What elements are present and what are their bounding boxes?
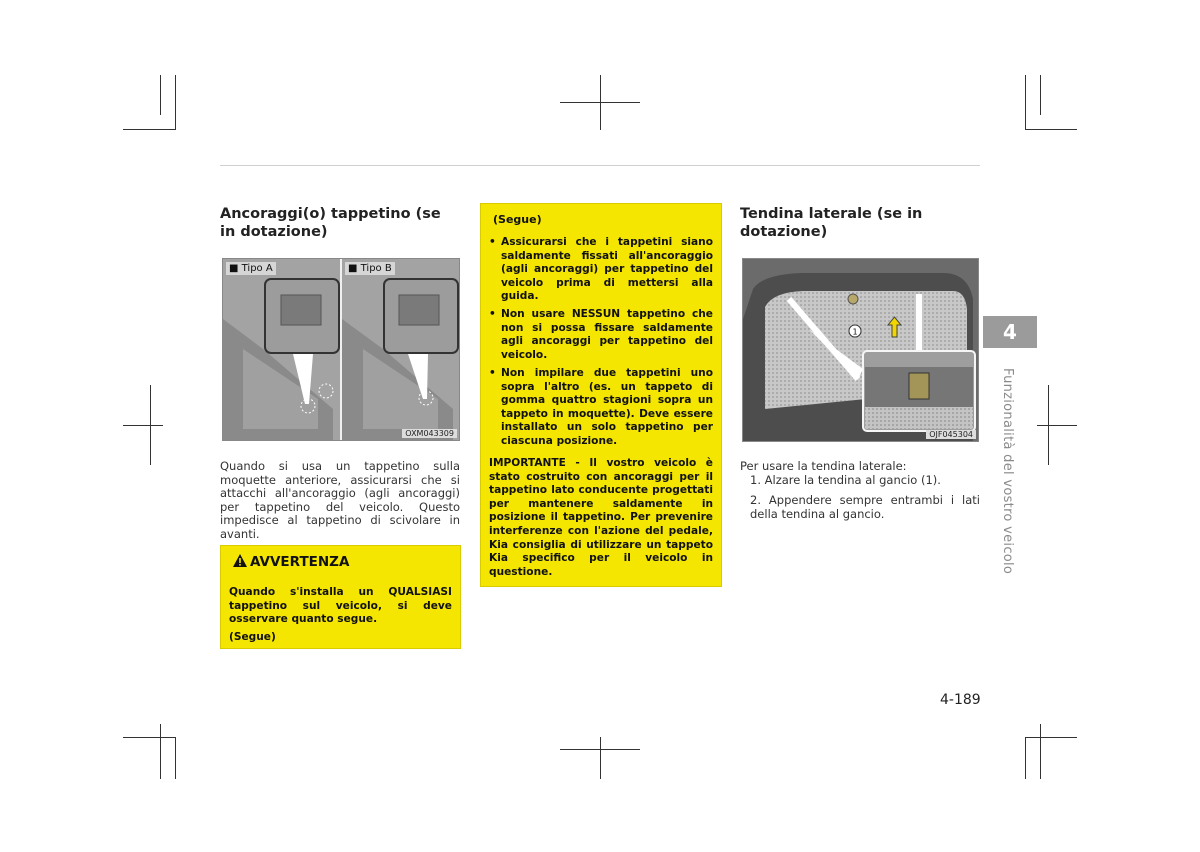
side-curtain-illustration <box>743 259 978 441</box>
page-number: 4-189 <box>940 692 981 708</box>
warning-box <box>220 545 461 649</box>
figure-label-type-b: ■ Tipo B <box>345 262 395 275</box>
curtain-step: 1. Alzare la tendina al gancio (1). <box>750 473 941 487</box>
crop-mark <box>123 129 175 130</box>
warning-title <box>233 554 349 570</box>
chapter-tab: 4 <box>983 316 1037 348</box>
side-curtain-figure <box>742 258 979 442</box>
curtain-step: 2. Appendere sempre entrambi i lati della tendina al gancio. <box>750 493 980 521</box>
mat-anchor-figure <box>222 258 460 441</box>
continued-label: (Segue) <box>493 213 542 226</box>
crop-mark <box>560 749 640 750</box>
bullet-item: • Non impilare due tappetini uno sopra l'altro (es. un tappeto di gomma quattro stagioni sopra un tappeto in moquette). Deve essere installato un solo tappetino per ciascuna posizione. <box>489 367 713 447</box>
mat-anchor-body: Quando si usa un tappetino sulla moquette anteriore, assicurarsi che si attacchi all'ancoraggio (agli ancoraggi) per tappetino del veicolo. Questo impedisce al tappetino di scivolare in avanti. <box>220 459 460 541</box>
crop-mark <box>600 737 601 779</box>
figure-code: OXM043309 <box>402 429 457 438</box>
section-heading-side-curtain: Tendina laterale (se in dotazione) <box>740 206 923 240</box>
chapter-title-vertical: Funzionalità del vostro veicolo <box>1000 368 1015 575</box>
mat-anchor-illustration <box>223 259 459 440</box>
bullet-item: • Assicurarsi che i tappetini siano saldamente fissati all'ancoraggio (agli ancoraggi) per tappetino del veicolo prima di mettersi alla guida. <box>489 236 713 303</box>
warning-triangle-icon <box>233 554 247 567</box>
callout-number: 1 <box>852 327 858 337</box>
crop-mark <box>1025 737 1026 779</box>
figure-label-type-a: ■ Tipo A <box>226 262 276 275</box>
section-heading-mat-anchor: Ancoraggi(o) tappetino (se in dotazione) <box>220 206 441 240</box>
crop-mark <box>160 724 161 779</box>
crop-mark <box>1040 75 1041 115</box>
curtain-intro: Per usare la tendina laterale: <box>740 459 907 473</box>
crop-mark <box>1025 737 1077 738</box>
crop-mark <box>1025 75 1026 130</box>
warning-text: Quando s'installa un QUALSIASI tappetino sul veicolo, si deve osservare quanto segue. <box>229 586 452 626</box>
crop-mark <box>1040 724 1041 779</box>
header-rule <box>220 165 980 166</box>
crop-mark <box>123 737 175 738</box>
important-note: IMPORTANTE - Il vostro veicolo è stato costruito con ancoraggi per il tappetino lato conducente progettati per mantenere saldamente in posizione il tappetino. Per prevenire interferenze con l'azione del pedale, Kia consiglia di utilizzare un tappeto Kia specifico per il veicolo in questione. <box>489 457 713 578</box>
warning-continuation-box <box>480 203 722 587</box>
bullet-item: • Non usare NESSUN tappetino che non si possa fissare saldamente agli ancoraggi per tappetino del veicolo. <box>489 308 713 361</box>
crop-mark <box>175 75 176 130</box>
crop-mark <box>175 737 176 779</box>
figure-code: OJF045304 <box>926 430 976 439</box>
crop-mark <box>560 102 640 103</box>
crop-mark <box>1025 129 1077 130</box>
warning-continued: (Segue) <box>229 631 276 643</box>
crop-mark <box>160 75 161 115</box>
crop-mark <box>1037 425 1077 426</box>
warning-title-text: AVVERTENZA <box>250 554 350 570</box>
crop-mark <box>123 425 163 426</box>
